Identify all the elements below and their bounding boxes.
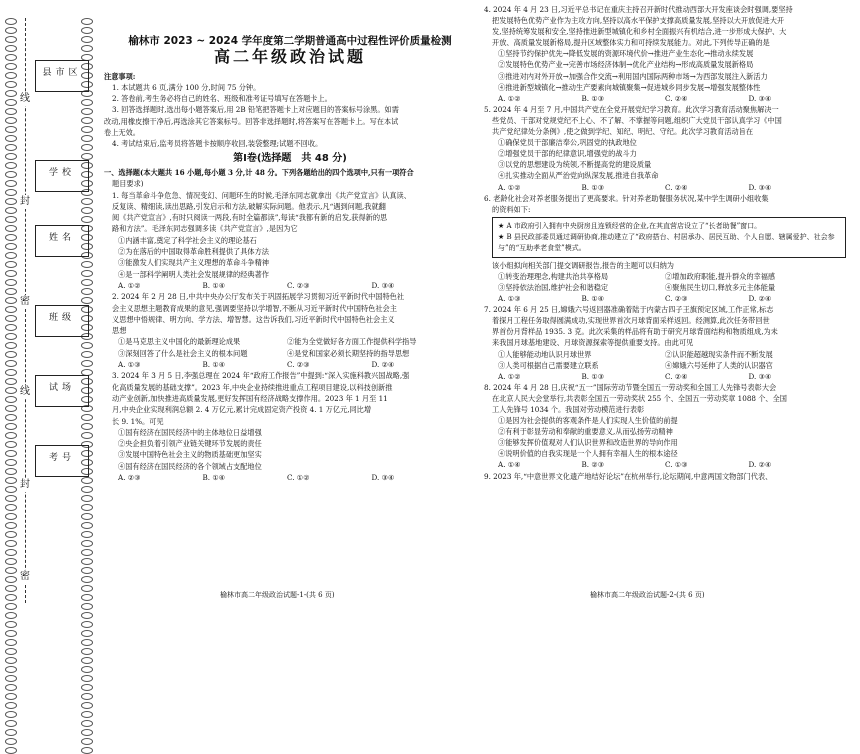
binding-dot <box>5 405 17 412</box>
binding-dot <box>5 99 17 106</box>
binding-dot <box>81 630 93 637</box>
binding-dot <box>5 630 17 637</box>
binding-dot <box>5 216 17 223</box>
binding-dot <box>81 576 93 583</box>
question-4: 4. 2024 年 4 月 23 日,习近平总书记在重庆主持召开新时代推动西部大开发座谈会时强调,要坚持 <box>484 5 793 14</box>
field-box-class[interactable] <box>35 305 89 337</box>
option-c: C. ②④ <box>665 371 688 381</box>
material-line: ★ A 市政府引入拥有中央厨房且连锁经营的企业,在其直营店设立了“长者助餐”窗口。 <box>498 221 762 230</box>
question-5: 5. 2024 年 4 月至 7 月,中国共产党在全党开展党纪学习教育。此次学习教育活动聚焦解决一 <box>484 104 779 114</box>
binding-dot <box>81 279 93 286</box>
question-1: 阅《共产党宣言》,有时只阅读一两段,有时全篇都读”,每读“我都有新的启发,获得新的思 <box>112 213 388 223</box>
option-d: D. ③④ <box>371 280 395 290</box>
binding-dot <box>81 540 93 547</box>
binding-dot <box>5 684 17 691</box>
binding-dot <box>81 720 93 727</box>
binding-dot <box>81 612 93 619</box>
question-7-options <box>484 371 852 382</box>
binding-dot <box>81 351 93 358</box>
binding-dot <box>5 288 17 295</box>
option-d: D. ②④ <box>748 460 772 470</box>
material-line: ★ B 县民政部委员通过调研协商,推动建立了“政府搭台、村居承办、居民互助、个人自愿、辖属爱护、社会参与”的“互助孝老食堂”模式。 <box>498 232 835 252</box>
binding-dot <box>81 135 93 142</box>
option-d: D. ③④ <box>371 472 395 482</box>
binding-dot <box>5 486 17 493</box>
option-d: D. ③④ <box>748 371 772 381</box>
option-b: B. ①③ <box>581 182 605 192</box>
exam-subject: 高二年级政治试题 <box>213 47 366 67</box>
seal-char: 封 <box>17 478 33 492</box>
binding-dot <box>81 414 93 421</box>
field-label: 考号 <box>48 453 75 463</box>
option-a: A. ②③ <box>118 472 141 482</box>
binding-dot <box>5 144 17 151</box>
notes-heading: 注意事项: <box>104 71 136 81</box>
binding-dot <box>5 153 17 160</box>
binding-dot <box>5 441 17 448</box>
question-3: 3. 2024 年 3 月 5 日,李强总理在 2024 年“政府工作报告”中提到:“深入实施科教兴国战略,强 <box>112 371 410 381</box>
question-9: 9. 2023 年,“中意世界文化遗产地结好论坛”在杭州举行,论坛期间,中意两国文物部门代表、 <box>484 471 773 481</box>
binding-dot <box>5 738 17 745</box>
binding-dot <box>81 297 93 304</box>
binding-dot <box>5 27 17 34</box>
seal-char: 密 <box>17 570 33 584</box>
question-4: 开放、高质量发展新格局,提升区域整体实力和可持续发展能力。对此,下列传导正确的是 <box>492 38 770 48</box>
binding-dot <box>81 657 93 664</box>
binding-dot <box>81 216 93 223</box>
question-8-item: ①是因为社会提供的客观条件是人们实现人生价值的前提 <box>498 416 678 426</box>
binding-dot <box>81 549 93 556</box>
binding-dot <box>81 693 93 700</box>
binding-dot <box>5 567 17 574</box>
question-8-item: ④说明价值的自我实现是一个人拥有幸福人生的根本途径 <box>498 449 678 459</box>
option-a: A. ①② <box>498 182 521 192</box>
question-4-item: ③推进对内对外开放→加强合作交流→利用国内国际两种市场→为西部发展注入新活力 <box>498 71 768 81</box>
binding-dot <box>81 288 93 295</box>
question-4-item: ②发展特色优势产业→完善市场经济体制→优化产业结构→形成高质量发展新格局 <box>498 60 754 70</box>
option-a: A. ①④ <box>498 460 521 470</box>
binding-dot <box>5 81 17 88</box>
option-a: A. ①② <box>498 93 521 103</box>
option-b: B. ②③ <box>581 460 605 470</box>
binding-dot <box>5 333 17 340</box>
binding-dot <box>81 108 93 115</box>
question-3: 月,中央企业实现利润总额 2. 4 万亿元,累计完成固定资产投资 4. 1 万亿元,同比增 <box>112 405 372 415</box>
question-5: 些党员、干部对党规党纪不上心、不了解、不掌握等问题,组织广大党员干部认真学习《中国 <box>492 115 782 125</box>
note-line: 3. 回答选择题时,选出每小题答案后,用 2B 铅笔把答题卡上对应题目的答案标号涂黑。如需 <box>112 105 399 115</box>
binding-dot <box>5 261 17 268</box>
option-c: C. ②③ <box>665 294 688 304</box>
binding-dot <box>5 747 17 754</box>
question-3: 化高质量发展的基础支撑”。2023 年,中央企业持续推进重点工程项目建设,以科技创新推 <box>112 382 393 392</box>
question-3-item: ②央企担负着引领产业链关键环节发展的责任 <box>118 439 262 449</box>
question-1: 1. 每当革命斗争危急、情况变幻、问题环生的时候,毛泽东同志就拿出《共产党宣言》认真读、 <box>112 190 411 200</box>
option-c: C. ②④ <box>665 182 688 192</box>
note-line: 卷上无效。 <box>104 128 140 138</box>
option-d: D. ③④ <box>748 182 772 192</box>
question-6-items <box>484 282 852 293</box>
question-2-item: ②能为全党做好各方面工作提供科学指导 <box>287 337 417 347</box>
binding-dot <box>5 135 17 142</box>
option-c: C. ①③ <box>665 460 688 470</box>
binding-dot <box>5 369 17 376</box>
question-8: 8. 2024 年 4 月 28 日,庆祝“五一”国际劳动节暨全国五一劳动奖和全国工人先锋号表彰大会 <box>484 382 777 392</box>
binding-dot <box>5 414 17 421</box>
binding-dot <box>5 702 17 709</box>
binding-dot <box>81 594 93 601</box>
note-line: 1. 本试题共 6 页,满分 100 分,时间 75 分钟。 <box>112 82 261 92</box>
binding-dot <box>5 504 17 511</box>
option-c: C. ②③ <box>287 280 310 290</box>
question-2-item: ④是党和国家必须长期坚持的指导思想 <box>287 348 410 358</box>
binding-dot <box>81 360 93 367</box>
field-label: 班级 <box>48 313 75 323</box>
question-3-item: ①国有经济在国民经济中的主体地位日益增强 <box>118 427 262 437</box>
option-a: A. ①③ <box>498 294 521 304</box>
seal-char: 封 <box>17 195 33 209</box>
option-b: B. ①④ <box>202 472 226 482</box>
binding-dot <box>81 486 93 493</box>
question-7: 来我国月球基地建设、月球资源探索等提供重要支持。由此可见 <box>492 338 694 348</box>
question-5-item: ③以党的思想建设为统领,不断提高党的建设质量 <box>498 160 652 170</box>
binding-dot <box>81 198 93 205</box>
binding-dot <box>5 18 17 25</box>
question-1-item: ③能激发人们实现共产主义理想的革命斗争精神 <box>118 258 269 268</box>
binding-dot <box>81 567 93 574</box>
field-box-county[interactable] <box>35 60 89 92</box>
note-line: 4. 考试结束后,监考员将答题卡按顺序收回,装袋整理;试题不回收。 <box>112 139 323 149</box>
binding-dot <box>5 720 17 727</box>
binding-dot <box>5 522 17 529</box>
binding-dot <box>5 180 17 187</box>
exam-title: 榆林市 2023 ~ 2024 学年度第二学期普通高中过程性评价质量检测 <box>128 35 452 47</box>
binding-dot <box>81 711 93 718</box>
binding-dot <box>5 513 17 520</box>
binding-dot <box>81 621 93 628</box>
question-6-item: ④聚焦民生切口,释放多元主体能量 <box>665 282 776 292</box>
binding-dot <box>81 729 93 736</box>
question-8-item: ②有利于彰显劳动和奉献的重要意义,从而弘扬劳动精神 <box>498 427 673 437</box>
binding-dot <box>81 126 93 133</box>
question-7-item: ①人能够能动地认识月球世界 <box>498 349 592 359</box>
binding-dot <box>5 495 17 502</box>
binding-dot <box>5 729 17 736</box>
binding-dot <box>81 495 93 502</box>
binding-strip <box>0 0 98 608</box>
binding-dot <box>81 603 93 610</box>
left-page <box>104 14 476 483</box>
binding-dot <box>81 423 93 430</box>
question-8: 工人先锋号 1034 个。我国对劳动模范进行表彰 <box>492 405 645 414</box>
page-footer-left: 榆林市高二年级政治试题-1-(共 6 页) <box>220 591 335 599</box>
option-a: A. ①② <box>118 280 141 290</box>
question-2-items <box>104 348 476 359</box>
binding-dot <box>81 432 93 439</box>
question-intro: 一、选择题(本大题共 16 小题,每小题 3 分,计 48 分。下列各题给出的四个选项中,只有一项符合 <box>104 167 414 177</box>
question-4-item: ④推进新型城镇化→推动生产要素向城镇聚集→促进城乡同步发展→增强发展整体性 <box>498 82 761 92</box>
question-5-options <box>484 182 852 193</box>
binding-dot <box>81 117 93 124</box>
binding-dot <box>5 63 17 70</box>
binding-dot <box>81 36 93 43</box>
field-box-school[interactable] <box>35 160 89 192</box>
option-b: B. ①④ <box>202 360 226 370</box>
binding-dot <box>5 657 17 664</box>
binding-dot <box>81 513 93 520</box>
binding-dot <box>5 603 17 610</box>
binding-dot <box>5 396 17 403</box>
binding-dot <box>5 72 17 79</box>
question-5-item: ②增强党员干部的纪律意识,增强党的战斗力 <box>498 149 637 159</box>
question-6: 6. 老龄化社会对养老服务提出了更高要求。针对养老助餐服务状况,某中学生调研小组收集 <box>484 193 769 203</box>
binding-dot <box>5 342 17 349</box>
option-d: D. ③④ <box>748 93 772 103</box>
binding-dot <box>5 423 17 430</box>
option-b: B. ①③ <box>581 371 605 381</box>
question-7: 界首份月背样品 1935. 3 克。此次采集的样品将有助于研究月球背面结构和物质组成,为未 <box>492 327 778 337</box>
binding-dot <box>81 648 93 655</box>
question-3-item: ③发展中国特色社会主义的物质基础更加坚实 <box>118 450 262 460</box>
binding-dot <box>5 585 17 592</box>
question-2-options <box>104 359 476 370</box>
option-c: C. ②④ <box>665 93 688 103</box>
binding-dot <box>5 198 17 205</box>
binding-dot <box>81 675 93 682</box>
question-8: 在北京人民大会堂举行,共表彰全国五一劳动奖状 255 个、全国五一劳动奖章 1088 个、全国 <box>492 393 788 403</box>
question-3-item: ④国有经济在国民经济的各个领域占支配地位 <box>118 461 262 471</box>
question-7-item: ④嫦娥六号延伸了人类的认识器官 <box>665 360 773 370</box>
binding-dot <box>5 315 17 322</box>
dot-column-left <box>2 18 20 598</box>
right-page <box>484 4 852 482</box>
binding-dot <box>81 99 93 106</box>
binding-dot <box>5 540 17 547</box>
binding-dot <box>81 738 93 745</box>
question-6-material-box <box>492 217 846 258</box>
binding-dot <box>5 243 17 250</box>
binding-dot <box>81 531 93 538</box>
question-5-item: ①确保党员干部廉洁奉公,巩固党的执政地位 <box>498 138 637 148</box>
binding-dot <box>81 684 93 691</box>
binding-dot <box>5 108 17 115</box>
question-7-items <box>484 360 852 371</box>
question-7: 7. 2024 年 6 月 25 日,嫦娥六号返回器准确着陆于内蒙古四子王旗预定区域,工作正常,标志 <box>484 305 774 315</box>
question-2: 会主义思想主题教育成果的意见,强调要坚持以学增智,不断从习近平新时代中国特色社会主 <box>112 303 397 313</box>
binding-dot <box>5 270 17 277</box>
question-8-item: ③能够发挥价值观对人们认识世界和改造世界的导向作用 <box>498 438 678 448</box>
binding-dot <box>5 549 17 556</box>
binding-dot <box>5 576 17 583</box>
binding-dot <box>5 324 17 331</box>
binding-dot <box>5 711 17 718</box>
question-6-item: ①转变治理理念,构建共治共享格局 <box>498 271 609 281</box>
option-b: B. ①③ <box>581 93 605 103</box>
binding-dot <box>5 648 17 655</box>
binding-dot <box>5 594 17 601</box>
question-3: 动产业创新,加快推进高质量发展,更好发挥国有经济战略支撑作用。2023 年 1 月至 11 <box>112 393 388 403</box>
binding-dot <box>5 666 17 673</box>
question-1-options <box>104 280 476 291</box>
question-6-item: ③坚持依法治国,维护社会和谐稳定 <box>498 282 609 292</box>
binding-dot <box>5 360 17 367</box>
binding-dot <box>5 297 17 304</box>
binding-dot <box>81 666 93 673</box>
question-2-items <box>104 336 476 347</box>
question-1-item: ②为在落后的中国取得革命胜利提供了具体方法 <box>118 247 269 257</box>
field-label: 试场 <box>48 383 75 393</box>
binding-dot <box>5 189 17 196</box>
question-1: 路和方法”。毛泽东同志强调多读《共产党宣言》,是因为它 <box>112 224 298 234</box>
question-6-items <box>484 271 852 282</box>
binding-dot <box>5 558 17 565</box>
field-box-number[interactable] <box>35 445 89 477</box>
note-line: 改动,用橡皮擦干净后,再选涂其它答案标号。回答非选择题时,将答案写在答题卡上。写在本试 <box>104 116 399 126</box>
option-b: B. ①④ <box>202 280 226 290</box>
note-line: 2. 答卷前,考生务必将自己的姓名、班级和准考证号填写在答题卡上。 <box>112 94 332 104</box>
question-6-options <box>484 293 852 304</box>
binding-dot <box>5 450 17 457</box>
seal-char: 线 <box>17 92 33 106</box>
option-a: A. ①③ <box>118 360 141 370</box>
question-7-item: ③人类可根据自己需要建立联系 <box>498 360 599 370</box>
question-4: 把发展特色优势产业作为主攻方向,坚持以高水平保护支撑高质量发展,坚持以大开放促进大开 <box>492 16 785 26</box>
question-6-item: ②增加政府职能,提升群众的幸福感 <box>665 271 776 281</box>
question-8-options <box>484 459 852 470</box>
binding-dot <box>5 351 17 358</box>
binding-dot <box>5 45 17 52</box>
question-1: 反复读、精细读,读出思路,引发启示和方法,破解实际问题。他表示,凡“遇到问题,我就翻 <box>112 201 386 211</box>
binding-dot <box>5 207 17 214</box>
binding-dot <box>5 306 17 313</box>
binding-dot <box>81 558 93 565</box>
question-7: 着探月工程任务取得圆满成功,实现世界首次月球背面采样返回。经测算,此次任务带回世 <box>492 316 770 326</box>
binding-dot <box>81 702 93 709</box>
question-2: 义思想中悟规律、明方向、学方法、增智慧。这告诉我们,习近平新时代中国特色社会主义 <box>112 314 395 324</box>
binding-dot <box>5 54 17 61</box>
section-heading: 第Ⅰ卷(选择题 共 48 分) <box>233 152 347 164</box>
binding-dot <box>5 126 17 133</box>
question-4: 发,坚持统筹发展和安全,坚持推进新型城镇化和乡村全面振兴有机结合,进一步形成大保护、大 <box>492 27 787 37</box>
question-1-item: ④是一部科学阐明人类社会发展规律的经典著作 <box>118 269 269 279</box>
field-box-name[interactable] <box>35 225 89 257</box>
binding-dot <box>5 117 17 124</box>
field-label: 学校 <box>48 168 75 178</box>
binding-dot <box>81 18 93 25</box>
binding-dot <box>5 252 17 259</box>
binding-dot <box>5 531 17 538</box>
binding-dot <box>81 477 93 484</box>
question-3: 长 9. 1%。可见 <box>112 416 164 426</box>
binding-dot <box>81 144 93 151</box>
binding-dot <box>81 153 93 160</box>
question-2: 思想 <box>112 326 127 336</box>
binding-dot <box>5 477 17 484</box>
binding-dot <box>5 639 17 646</box>
page-footer-right: 榆林市高二年级政治试题-2-(共 6 页) <box>590 591 705 599</box>
seal-char: 线 <box>17 385 33 399</box>
question-intro: 题目要求) <box>112 179 144 189</box>
question-5: 共产党纪律处分条例》,使之做到学纪、知纪、明纪、守纪。此次学习教育活动旨在 <box>492 127 754 137</box>
option-c: C. ②③ <box>287 360 310 370</box>
option-d: D. ②④ <box>748 294 772 304</box>
binding-dot <box>5 675 17 682</box>
binding-dot <box>5 171 17 178</box>
question-6-prompt: 该小组拟向相关部门提交调研报告,报告的主题可以归纳为 <box>492 260 674 270</box>
binding-dot <box>81 522 93 529</box>
binding-dot <box>5 36 17 43</box>
field-label: 县市区 <box>42 68 82 78</box>
binding-dot <box>81 27 93 34</box>
question-2-item: ③深刻回答了什么是社会主义的根本问题 <box>118 348 248 358</box>
binding-dot <box>81 747 93 754</box>
binding-dot <box>5 693 17 700</box>
binding-dot <box>5 234 17 241</box>
question-6: 的资料如下: <box>492 204 531 214</box>
binding-dot <box>81 504 93 511</box>
binding-dot <box>81 261 93 268</box>
question-5-item: ④扎实推动全面从严治党向纵深发展,推进自我革命 <box>498 171 659 181</box>
binding-dot <box>5 279 17 286</box>
binding-dot <box>81 207 93 214</box>
binding-dot <box>5 225 17 232</box>
binding-dot <box>81 585 93 592</box>
question-2-item: ①是马克思主义中国化的最新理论成果 <box>118 337 241 347</box>
option-a: A. ①② <box>498 371 521 381</box>
question-4-options <box>484 93 852 104</box>
binding-dot <box>81 45 93 52</box>
binding-dot <box>5 162 17 169</box>
binding-dot <box>81 342 93 349</box>
question-7-items <box>484 349 852 360</box>
binding-dot <box>5 378 17 385</box>
question-7-item: ②认识能超越现实条件而不断发展 <box>665 349 773 359</box>
binding-dot <box>81 639 93 646</box>
option-c: C. ①② <box>287 472 310 482</box>
option-b: B. ①④ <box>581 294 605 304</box>
binding-dot <box>5 387 17 394</box>
binding-dot <box>5 621 17 628</box>
option-d: D. ②④ <box>371 360 395 370</box>
question-3-options <box>104 472 476 483</box>
binding-dot <box>5 459 17 466</box>
field-label: 姓名 <box>48 233 75 243</box>
field-box-room[interactable] <box>35 375 89 407</box>
question-2: 2. 2024 年 2 月 28 日,中共中央办公厅发布关于巩固拓展学习贯彻习近平新时代中国特色社 <box>112 292 405 302</box>
binding-dot <box>5 432 17 439</box>
question-4-item: ①坚持节约保护优先→降低发展的资源环境代价→推进产业生态化→推动永续发展 <box>498 49 754 59</box>
seal-char: 密 <box>17 295 33 309</box>
binding-dot <box>5 612 17 619</box>
binding-dot <box>5 468 17 475</box>
binding-dot <box>5 90 17 97</box>
binding-dot <box>81 270 93 277</box>
question-1-item: ①内涵丰富,奠定了科学社会主义的理论基石 <box>118 235 257 245</box>
